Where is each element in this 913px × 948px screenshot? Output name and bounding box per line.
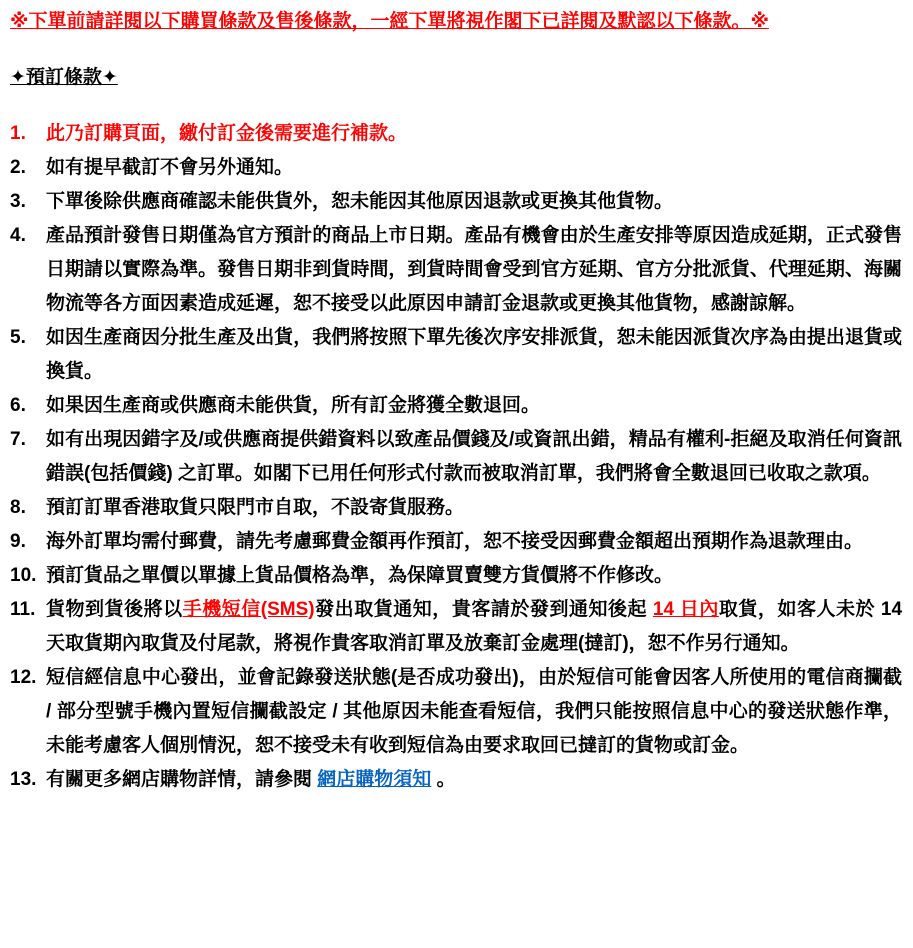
text-segment: 產品預計發售日期僅為官方預計的商品上市日期。產品有機會由於生產安排等原因造成延期，正式發售日期請以實際為準。發售日期非到貨時間，到貨時間會受到官方延期、官方分批派貨、代理延期、海關物流等各方面因素造成延遲，恕不接受以此原因申請訂金退款或更換其他貨物，感謝諒解。 bbox=[46, 224, 902, 314]
term-number: 13. bbox=[10, 768, 37, 790]
term-item-9 bbox=[10, 525, 902, 559]
text-segment: 有關更多網店購物詳情，請參閱 bbox=[46, 768, 318, 790]
term-number: 12. bbox=[10, 666, 37, 688]
term-item-7 bbox=[10, 423, 902, 491]
text-segment: 預訂貨品之單價以單據上貨品價格為準，為保障買賣雙方貨價將不作修改。 bbox=[46, 564, 674, 586]
text-segment: 短信經信息中心發出，並會記錄發送狀態(是否成功發出)，由於短信可能會因客人所使用的電信商攔截 / 部分型號手機內置短信攔截設定 / 其他原因未能查看短信，我們只能按照信息中心的發送狀態作準，未能考慮客人個別情況，恕不接受未有收到短信為由要求取回已撻訂的貨物或訂金。 bbox=[46, 666, 902, 756]
text-segment: 貨物到貨後將以 bbox=[46, 598, 183, 620]
term-item-12 bbox=[10, 661, 902, 763]
term-text bbox=[46, 525, 902, 559]
term-item-11 bbox=[10, 593, 902, 661]
text-segment: 如果因生產商或供應商未能供貨，所有訂金將獲全數退回。 bbox=[46, 394, 541, 416]
deadline-highlight: 14 日內 bbox=[652, 598, 719, 620]
term-text bbox=[46, 661, 902, 763]
text-segment: 發出取貨通知，貴客請於發到通知後起 bbox=[314, 598, 653, 620]
term-number: 2. bbox=[10, 156, 26, 178]
term-text bbox=[46, 185, 902, 219]
term-text bbox=[46, 491, 902, 525]
text-segment: 下單後除供應商確認未能供貨外，恕未能因其他原因退款或更換其他貨物。 bbox=[46, 190, 674, 212]
term-item-13 bbox=[10, 763, 902, 797]
term-number: 1. bbox=[10, 122, 26, 144]
term-text bbox=[46, 117, 902, 151]
term-number: 11. bbox=[10, 598, 36, 620]
term-item-2 bbox=[10, 151, 902, 185]
term-text bbox=[46, 423, 902, 491]
term-number: 6. bbox=[10, 394, 26, 416]
text-segment: 海外訂單均需付郵費，請先考慮郵費金額再作預訂，恕不接受因郵費金額超出預期作為退款理由。 bbox=[46, 530, 864, 552]
section-header: ✦預訂條款✦ bbox=[10, 66, 118, 88]
term-text bbox=[46, 593, 902, 661]
term-item-6 bbox=[10, 389, 902, 423]
term-item-8 bbox=[10, 491, 902, 525]
term-text bbox=[46, 389, 902, 423]
term-number: 4. bbox=[10, 224, 26, 246]
term-number: 9. bbox=[10, 530, 26, 552]
terms-list bbox=[10, 117, 902, 797]
sms-highlight: 手機短信(SMS) bbox=[182, 598, 315, 620]
text-segment: 如因生產商因分批生產及出貨，我們將按照下單先後次序安排派貨，恕未能因派貨次序為由提出退貨或換貨。 bbox=[46, 326, 902, 382]
term-item-3 bbox=[10, 185, 902, 219]
term-text bbox=[46, 151, 902, 185]
notice-title: ※下單前請詳閱以下購買條款及售後條款，一經下單將視作閣下已詳閱及默認以下條款。※ bbox=[10, 11, 769, 32]
term-number: 8. bbox=[10, 496, 26, 518]
text-segment: 預訂訂單香港取貨只限門市自取，不設寄貨服務。 bbox=[46, 496, 465, 518]
term-text bbox=[46, 321, 902, 389]
term-item-4 bbox=[10, 219, 902, 321]
store-shopping-notice-link[interactable]: 網店購物須知 bbox=[317, 768, 432, 790]
text-segment: 取貨，如客人未於 14 天取貨期內取貨及付尾款，將視作貴客取消訂單及放棄訂金處理(撻訂)，恕不作另行通知。 bbox=[46, 598, 903, 654]
term-number: 7. bbox=[10, 428, 26, 450]
text-segment: 此乃訂購頁面，繳付訂金後需要進行補款。 bbox=[46, 122, 408, 144]
term-text bbox=[46, 559, 902, 593]
text-segment: 如有提早截訂不會另外通知。 bbox=[46, 156, 294, 178]
term-text bbox=[46, 219, 902, 321]
term-number: 5. bbox=[10, 326, 26, 348]
term-text bbox=[46, 763, 902, 797]
text-segment: 。 bbox=[431, 768, 456, 790]
text-segment: 如有出現因錯字及/或供應商提供錯資料以致產品價錢及/或資訊出錯，精品有權利-拒絕及取消任何資訊錯誤(包括價錢) 之訂單。如閣下已用任何形式付款而被取消訂單，我們將會全數退回已收取之款項。 bbox=[46, 428, 902, 484]
term-number: 3. bbox=[10, 190, 26, 212]
term-number: 10. bbox=[10, 564, 37, 586]
term-item-10 bbox=[10, 559, 902, 593]
term-item-1 bbox=[10, 117, 902, 151]
term-item-5 bbox=[10, 321, 902, 389]
